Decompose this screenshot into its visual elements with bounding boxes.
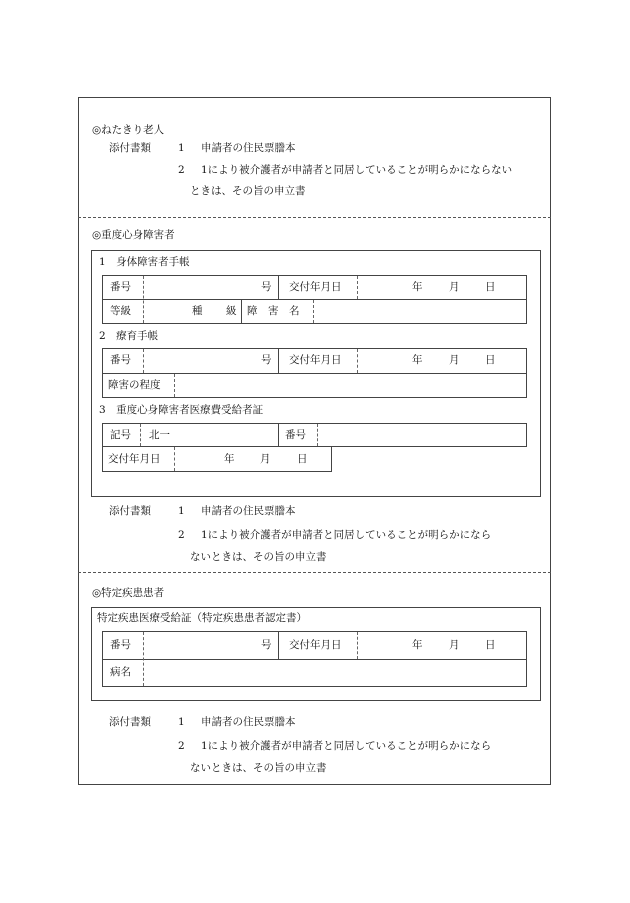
issue-date-label: 交付年月日 (289, 281, 342, 293)
subsection-heading: 3 重度心身障害者医療費受給者証 (99, 404, 264, 416)
year-label: 年 (224, 453, 235, 465)
attachment-item-cont: ときは、その旨の申立書 (190, 185, 306, 197)
cert-heading: 特定疾患医療受給証（特定疾患患者認定書） (97, 612, 307, 624)
grade-label: 等級 (110, 305, 131, 317)
section-title-disabled: ◎重度心身障害者 (92, 229, 175, 241)
year-label: 年 (412, 281, 423, 293)
attachments-label: 添付書類 (109, 505, 151, 517)
attachment-item: 1により被介護者が申請者と同居していることが明らかになら (201, 529, 492, 541)
disability-name-label: 障 害 名 (247, 305, 300, 317)
day-label: 日 (485, 281, 496, 293)
month-label: 月 (260, 453, 271, 465)
section-divider (78, 217, 551, 218)
attachment-item: 1により被介護者が申請者と同居していることが明らかになら (201, 740, 492, 752)
number-label: 番号 (110, 281, 131, 293)
item-number: 2 (178, 529, 185, 541)
number-label: 番号 (285, 429, 306, 441)
month-label: 月 (449, 354, 460, 366)
item-number: 1 (178, 716, 185, 728)
issue-date-label: 交付年月日 (108, 453, 161, 465)
kind-label: 種 (192, 305, 203, 317)
attachment-item: 申請者の住民票謄本 (201, 716, 296, 728)
section-divider (78, 572, 551, 573)
issue-date-label: 交付年月日 (289, 639, 342, 651)
year-label: 年 (412, 639, 423, 651)
attachments-label: 添付書類 (109, 142, 151, 154)
month-label: 月 (449, 281, 460, 293)
section-title-specific-disease: ◎特定疾患患者 (92, 587, 165, 599)
subsection-heading: 1 身体障害者手帳 (99, 256, 190, 268)
day-label: 日 (297, 453, 308, 465)
section-title-bedridden: ◎ねたきり老人 (92, 124, 165, 136)
degree-label: 障害の程度 (108, 379, 161, 391)
subsection-heading: 2 療育手帳 (99, 330, 159, 342)
grade-suffix: 級 (226, 305, 237, 317)
item-number: 2 (178, 740, 185, 752)
code-label: 記号 (110, 429, 131, 441)
month-label: 月 (449, 639, 460, 651)
attachment-item-cont: ないときは、その旨の申立書 (190, 762, 327, 774)
code-value: 北一 (149, 429, 170, 441)
number-suffix: 号 (261, 639, 272, 651)
number-suffix: 号 (261, 281, 272, 293)
day-label: 日 (485, 639, 496, 651)
item-number: 1 (178, 142, 185, 154)
number-label: 番号 (110, 639, 131, 651)
attachment-item: 1により被介護者が申請者と同居していることが明らかにならない (201, 164, 513, 176)
attachment-item: 申請者の住民票謄本 (201, 142, 296, 154)
year-label: 年 (412, 354, 423, 366)
day-label: 日 (485, 354, 496, 366)
attachment-item-cont: ないときは、その旨の申立書 (190, 551, 327, 563)
disease-label: 病名 (110, 666, 131, 678)
item-number: 2 (178, 164, 185, 176)
issue-date-label: 交付年月日 (289, 354, 342, 366)
attachments-label: 添付書類 (109, 716, 151, 728)
item-number: 1 (178, 505, 185, 517)
number-label: 番号 (110, 354, 131, 366)
number-suffix: 号 (261, 354, 272, 366)
attachment-item: 申請者の住民票謄本 (201, 505, 296, 517)
